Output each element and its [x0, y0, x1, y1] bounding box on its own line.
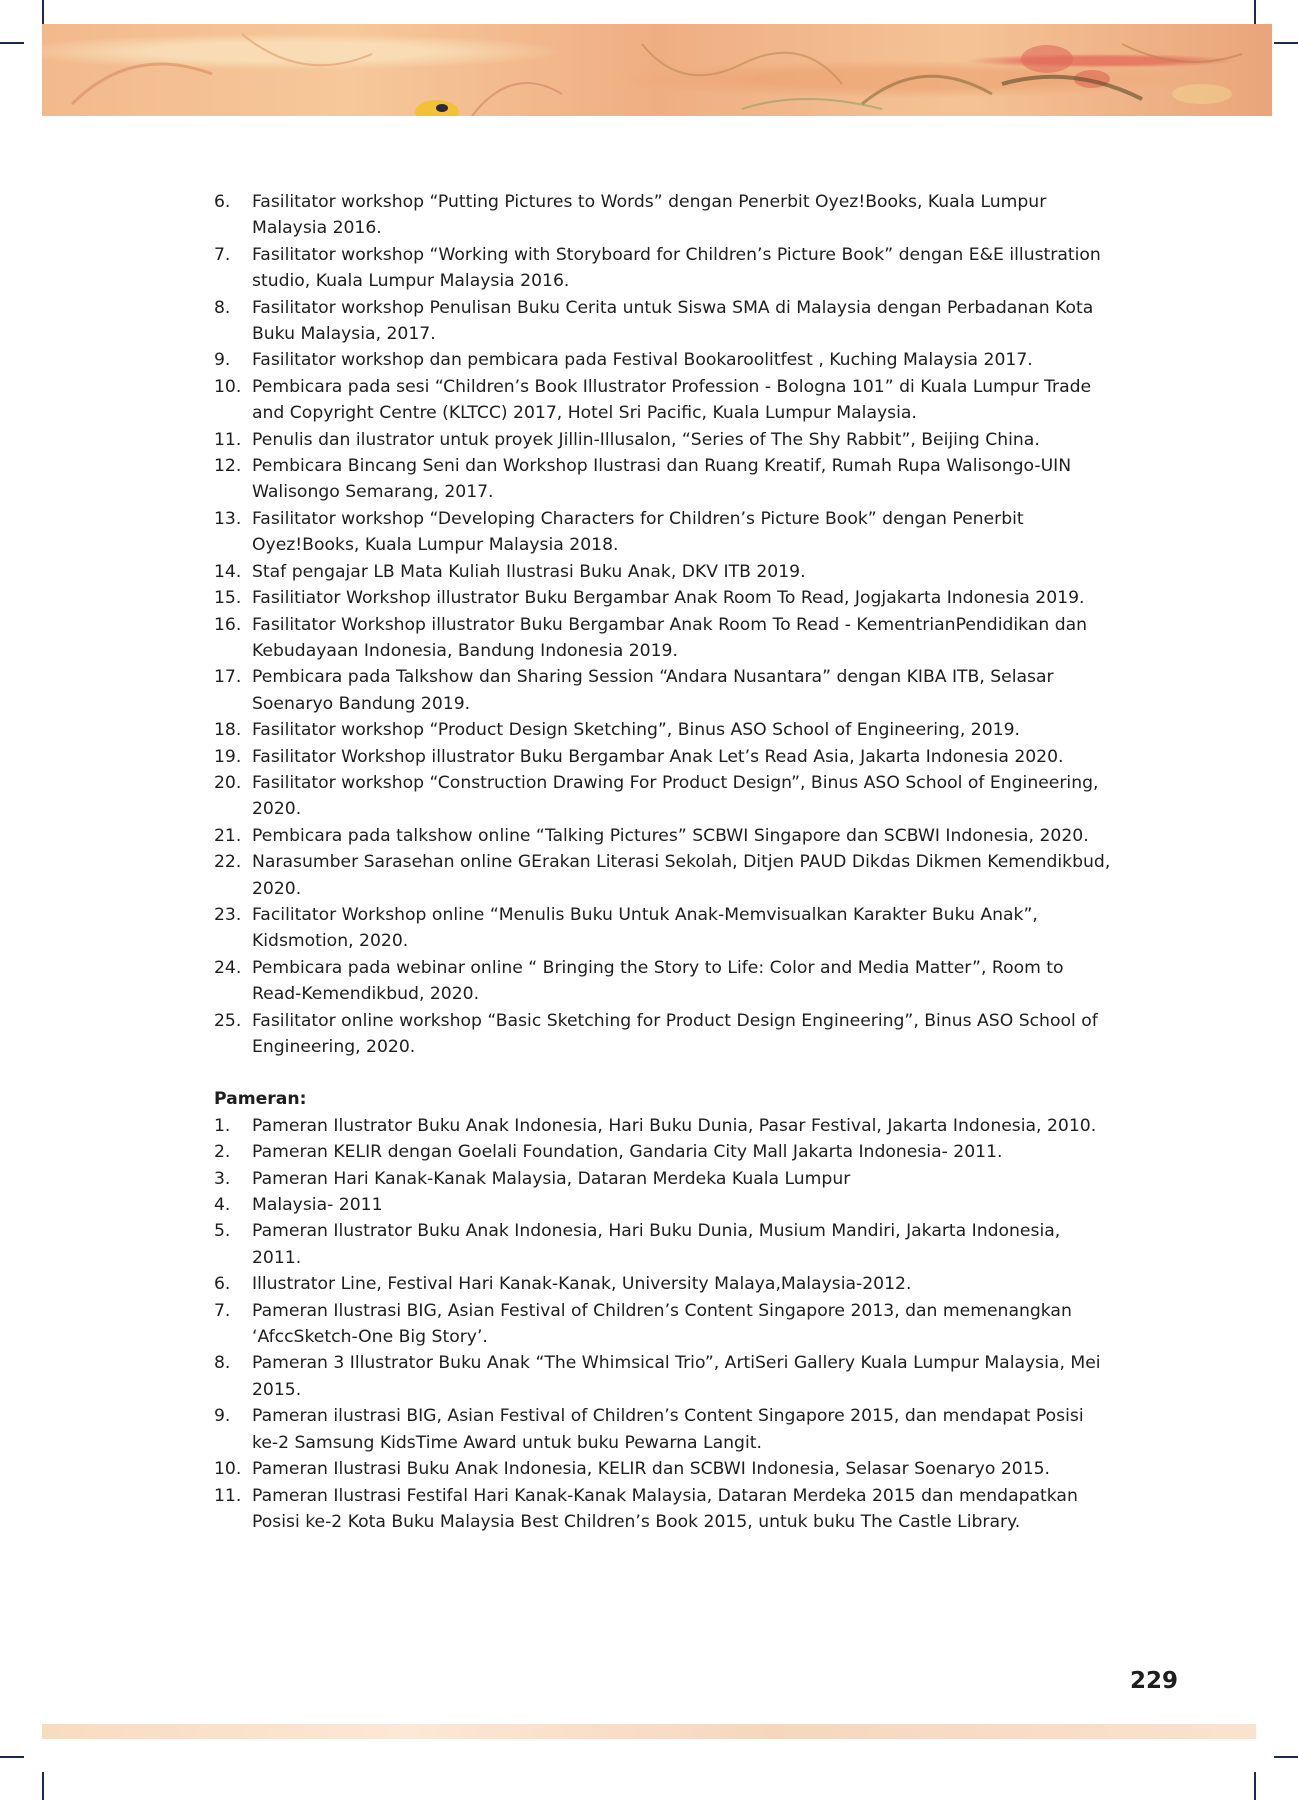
crop-mark-top-left-v — [42, 0, 44, 24]
list-item — [214, 902, 1114, 955]
list-item — [214, 823, 1114, 849]
list-item — [214, 1192, 1114, 1218]
list-number: 17. — [214, 667, 242, 688]
list-text: Fasilitator workshop “Construction Drawing For Product Design”, Binus ASO School of Engineering, 2020. — [252, 772, 1099, 820]
list-number: 15. — [214, 588, 242, 609]
list-item — [214, 1166, 1114, 1192]
list-item — [214, 1403, 1114, 1456]
list-item — [214, 427, 1114, 453]
list-text: Pameran Ilustrator Buku Anak Indonesia, Hari Buku Dunia, Musium Mandiri, Jakarta Indonesia, 2011. — [252, 1221, 1061, 1268]
list-number: 9. — [214, 350, 231, 371]
list-number: 11. — [214, 1485, 242, 1506]
list-text: Fasilitator Workshop illustrator Buku Bergambar Anak Let’s Read Asia, Jakarta Indonesia 2020. — [252, 746, 1064, 767]
crop-mark-top-right-v — [1254, 0, 1256, 24]
list-text: Pameran 3 Illustrator Buku Anak “The Whimsical Trio”, ArtiSeri Gallery Kuala Lumpur Malaysia, Mei 2015. — [252, 1353, 1101, 1400]
list-item — [214, 1298, 1114, 1351]
list-number: 5. — [214, 1221, 231, 1242]
list-text: Malaysia- 2011 — [252, 1195, 383, 1216]
list-number: 4. — [214, 1195, 231, 1216]
list-item — [214, 374, 1114, 427]
list-text: Fasilitiator Workshop illustrator Buku Bergambar Anak Room To Read, Jogjakarta Indonesia 2019. — [252, 588, 1085, 609]
list-text: Pembicara pada webinar online “ Bringing the Story to Life: Color and Media Matter”, Room to Read-Kemendikbud, 2020. — [252, 957, 1064, 1005]
list-number: 21. — [214, 825, 242, 846]
crop-mark-bottom-right-h — [1274, 1756, 1298, 1758]
list-number: 10. — [214, 1459, 242, 1480]
list-text: Illustrator Line, Festival Hari Kanak-Kanak, University Malaya,Malaysia-2012. — [252, 1274, 912, 1295]
list-item — [214, 1271, 1114, 1297]
list-item — [214, 664, 1114, 717]
list-item — [214, 585, 1114, 611]
list-number: 23. — [214, 904, 242, 925]
list-text: Fasilitator workshop “Working with Storyboard for Children’s Picture Book” dengan E&E illustration studio, Kuala Lumpur Malaysia 2016. — [252, 244, 1101, 292]
header-illustration-banner — [42, 24, 1272, 116]
crop-mark-bottom-left-v — [42, 1772, 44, 1800]
list-number: 24. — [214, 957, 242, 978]
banner-foliage-illustration — [42, 24, 1272, 116]
list-text: Pameran Ilustrasi Buku Anak Indonesia, KELIR dan SCBWI Indonesia, Selasar Soenaryo 2015. — [252, 1459, 1051, 1480]
list-text: Fasilitator workshop “Developing Characters for Children’s Picture Book” dengan Penerbit Oyez!Books, Kuala Lumpur Malaysia 2018. — [252, 508, 1024, 556]
list-item — [214, 1139, 1114, 1165]
list-item — [214, 506, 1114, 559]
list-number: 16. — [214, 614, 242, 635]
list-number: 12. — [214, 456, 242, 477]
list-number: 9. — [214, 1406, 231, 1427]
list-item — [214, 347, 1114, 373]
list-item — [214, 612, 1114, 665]
list-number: 8. — [214, 1353, 231, 1374]
list-text: Pameran ilustrasi BIG, Asian Festival of Children’s Content Singapore 2015, dan mendapat Posisi ke-2 Samsung KidsTime Award untuk buku Pewarna Langit. — [252, 1406, 1084, 1453]
list-item — [214, 1008, 1114, 1061]
list-text: Pembicara pada talkshow online “Talking Pictures” SCBWI Singapore dan SCBWI Indonesia, 2020. — [252, 825, 1089, 846]
list-item — [214, 770, 1114, 823]
list-text: Fasilitator online workshop “Basic Sketching for Product Design Engineering”, Binus ASO School of Engineering, 2020. — [252, 1010, 1098, 1057]
list-item — [214, 1456, 1114, 1482]
list-item — [214, 1350, 1114, 1403]
list-text: Penulis dan ilustrator untuk proyek Jillin-Illusalon, “Series of The Shy Rabbit”, Beijing China. — [252, 429, 1040, 450]
page-content — [214, 189, 1114, 1535]
list-item — [214, 1483, 1114, 1536]
page-number: 229 — [1130, 1668, 1179, 1694]
list-number: 14. — [214, 561, 242, 582]
list-text: Pembicara pada sesi “Children’s Book Illustrator Profession - Bologna 101” di Kuala Lumpur Trade and Copyright Centre (KLTCC) 2017, Hotel Sri Pacific, Kuala Lumpur Malaysia. — [252, 376, 1092, 424]
list-text: Facilitator Workshop online “Menulis Buku Untuk Anak-Memvisualkan Karakter Buku Anak”, Kidsmotion, 2020. — [252, 904, 1038, 952]
list-text: Narasumber Sarasehan online GErakan Literasi Sekolah, Ditjen PAUD Dikdas Dikmen Kemendikbud, 2020. — [252, 852, 1111, 899]
list-item — [214, 295, 1114, 348]
list-item — [214, 849, 1114, 902]
list-text: Pameran Ilustrasi Festifal Hari Kanak-Kanak Malaysia, Dataran Merdeka 2015 dan mendapatkan Posisi ke-2 Kota Buku Malaysia Best Children’s Book 2015, untuk buku The Castle Library. — [252, 1485, 1078, 1532]
list-item — [214, 744, 1114, 770]
crop-mark-bottom-left-h — [0, 1756, 24, 1758]
list-number: 1. — [214, 1115, 231, 1136]
list-item — [214, 453, 1114, 506]
list-text: Pembicara pada Talkshow dan Sharing Session “Andara Nusantara” dengan KIBA ITB, Selasar Soenaryo Bandung 2019. — [252, 667, 1054, 714]
list-number: 22. — [214, 852, 242, 873]
list-item — [214, 955, 1114, 1008]
crop-mark-bottom-right-v — [1254, 1772, 1256, 1800]
footer-decorative-strip — [42, 1724, 1256, 1739]
list-item — [214, 1218, 1114, 1271]
list-item — [214, 717, 1114, 743]
list-text: Fasilitator workshop “Product Design Sketching”, Binus ASO School of Engineering, 2019. — [252, 720, 1020, 741]
list-number: 6. — [214, 192, 231, 212]
list-number: 7. — [214, 244, 231, 265]
list-text: Staf pengajar LB Mata Kuliah Ilustrasi Buku Anak, DKV ITB 2019. — [252, 561, 806, 582]
list-number: 3. — [214, 1168, 231, 1189]
list-number: 18. — [214, 720, 242, 741]
pameran-list — [214, 1113, 1114, 1536]
list-number: 6. — [214, 1274, 231, 1295]
list-text: Pameran Ilustrator Buku Anak Indonesia, Hari Buku Dunia, Pasar Festival, Jakarta Indonesia, 2010. — [252, 1115, 1097, 1136]
list-item — [214, 559, 1114, 585]
list-number: 20. — [214, 772, 242, 793]
activities-list — [214, 189, 1114, 1060]
list-text: Fasilitator workshop “Putting Pictures to Words” dengan Penerbit Oyez!Books, Kuala Lumpur Malaysia 2016. — [252, 192, 1047, 239]
list-text: Pameran Hari Kanak-Kanak Malaysia, Dataran Merdeka Kuala Lumpur — [252, 1168, 851, 1189]
list-number: 10. — [214, 376, 242, 397]
list-number: 7. — [214, 1300, 231, 1321]
list-number: 25. — [214, 1010, 242, 1031]
list-item — [214, 242, 1114, 295]
list-number: 2. — [214, 1142, 231, 1163]
pameran-heading: Pameran: — [214, 1089, 307, 1110]
list-item — [214, 1113, 1114, 1139]
list-text: Fasilitator workshop dan pembicara pada Festival Bookaroolitfest , Kuching Malaysia 2017. — [252, 350, 1033, 371]
list-number: 19. — [214, 746, 242, 767]
list-number: 8. — [214, 297, 231, 318]
list-number: 11. — [214, 429, 242, 450]
list-text: Pembicara Bincang Seni dan Workshop Ilustrasi dan Ruang Kreatif, Rumah Rupa Walisongo-UIN Walisongo Semarang, 2017. — [252, 456, 1072, 503]
list-text: Pameran Ilustrasi BIG, Asian Festival of Children’s Content Singapore 2013, dan memenangkan ‘AfccSketch-One Big Story’. — [252, 1300, 1072, 1348]
crop-mark-top-right-h — [1274, 42, 1298, 44]
list-text: Pameran KELIR dengan Goelali Foundation, Gandaria City Mall Jakarta Indonesia- 2011. — [252, 1142, 1003, 1163]
list-text: Fasilitator workshop Penulisan Buku Cerita untuk Siswa SMA di Malaysia dengan Perbadanan Kota Buku Malaysia, 2017. — [252, 297, 1094, 345]
list-number: 13. — [214, 508, 242, 529]
list-text: Fasilitator Workshop illustrator Buku Bergambar Anak Room To Read - KementrianPendidikan dan Kebudayaan Indonesia, Bandung Indonesia 2019. — [252, 614, 1088, 661]
crop-mark-top-left-h — [0, 42, 24, 44]
list-item — [214, 189, 1114, 242]
